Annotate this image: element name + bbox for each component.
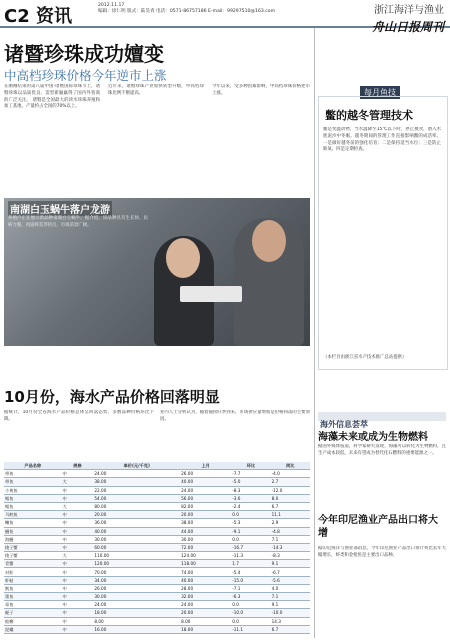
table-cell: 1.7 — [231, 560, 270, 568]
table-cell: 中 — [62, 470, 94, 478]
table-cell: -8.3 — [231, 486, 270, 494]
table-cell: -10.0 — [231, 609, 270, 617]
table-cell: 8.00 — [93, 617, 180, 625]
table-cell: -16.7 — [231, 543, 270, 551]
table-cell: 4.0 — [271, 584, 310, 592]
section-name: 资讯 — [36, 6, 73, 27]
table-row — [4, 568, 310, 576]
paper-brand — [372, 1, 444, 35]
table-cell: 中 — [62, 568, 94, 576]
table-cell: 马鲛鱼 — [4, 511, 62, 519]
column-header: 上月 — [180, 462, 231, 470]
table-row — [4, 609, 310, 617]
table-cell: 120.00 — [93, 560, 180, 568]
table-cell: 110.00 — [93, 552, 180, 560]
table-cell: 74.00 — [180, 568, 231, 576]
table-cell: -5.0 — [231, 478, 270, 486]
table-cell: -5.4 — [231, 568, 270, 576]
column-header: 单价(元/千克) — [93, 462, 180, 470]
news1-headline: 海藻未来或成为生物燃料 — [318, 432, 428, 443]
table-cell: -8.3 — [271, 552, 310, 560]
table-cell: 30.00 — [93, 535, 180, 543]
table-cell: 鳗鱼 — [4, 527, 62, 535]
table-cell: -5.3 — [231, 519, 270, 527]
table-cell: 中 — [62, 543, 94, 551]
table-cell: 7.1 — [271, 535, 310, 543]
story2-body-col-1: 据统计，10月份全省海水产品价格总体呈回落态势，多数品种价格环比下降。 — [4, 410, 154, 422]
table-cell: -9.1 — [231, 527, 270, 535]
table-cell: -6.3 — [231, 593, 270, 601]
table-cell: 2.9 — [271, 519, 310, 527]
lead-subheadline: 中高档珍珠价格今年逆市上涨 — [4, 68, 167, 83]
table-cell: 40.00 — [180, 478, 231, 486]
table-row — [4, 502, 310, 510]
hotline: 电话：0571-86757186 — [156, 9, 207, 14]
table-row — [4, 470, 310, 478]
table-row — [4, 560, 310, 568]
region-label: 浙江海洋与渔业 — [374, 5, 444, 16]
table-cell: 30.00 — [180, 535, 231, 543]
table-row — [4, 494, 310, 502]
table-cell: -15.0 — [231, 576, 270, 584]
technique-footer: （本栏目由浙江省水产技术推广总站提供） — [323, 355, 407, 360]
table-cell: 中 — [62, 609, 94, 617]
table-cell: 7.1 — [271, 593, 310, 601]
table-cell: 14.3 — [271, 617, 310, 625]
table-row — [4, 478, 310, 486]
table-cell: 大 — [62, 552, 94, 560]
table-cell: 青蟹 — [4, 560, 62, 568]
table-cell: 6.7 — [271, 625, 310, 633]
table-cell: 0.0 — [231, 535, 270, 543]
table-cell: 泥螺 — [4, 625, 62, 633]
table-cell: 大 — [62, 502, 94, 510]
header-meta — [98, 3, 275, 15]
table-row — [4, 552, 310, 560]
paper-name: 舟山日报周刊 — [371, 20, 444, 34]
table-row — [4, 593, 310, 601]
table-cell: 中 — [62, 593, 94, 601]
table-cell: 鲳鱼 — [4, 502, 62, 510]
section-title — [4, 2, 72, 28]
technique-box — [318, 96, 448, 370]
table-cell: 30.00 — [93, 593, 180, 601]
table-cell: 36.00 — [93, 519, 180, 527]
lead-headline: 诸暨珍珠成功嬗变 — [4, 42, 164, 66]
table-cell: 中 — [62, 511, 94, 519]
table-cell: 虾蛄 — [4, 576, 62, 584]
lead-body-col-1: 在刚刚结束的第八届中国·诸暨国际珍珠节上，诸暨珍珠以品质优良、造型新颖赢得了国内外客商的广泛关注。 诸暨是全国最大的淡水珍珠养殖和加工基地，产量约占全国的70%以上。 — [4, 84, 100, 110]
column-divider — [314, 28, 315, 638]
table-cell: 32.00 — [180, 593, 231, 601]
table-cell: 11.1 — [271, 511, 310, 519]
table-cell: 中 — [62, 576, 94, 584]
table-row — [4, 486, 310, 494]
table-row — [4, 527, 310, 535]
news1-body: 据国外媒体报道，科学家研究发现，海藻可以转化为生物燃料，且生产成本较低，未来有望成为替代化石燃料的重要能源之一。 — [318, 444, 446, 456]
story2-body-col-2: 业内人士分析认为，随着捕捞旺季到来，市场供应量增加是价格回落的主要原因。 — [160, 410, 310, 422]
table-row — [4, 625, 310, 633]
table-cell: -3.6 — [231, 494, 270, 502]
table-header-row — [4, 462, 310, 470]
table-row — [4, 576, 310, 584]
table-cell: 8.0 — [271, 494, 310, 502]
lead-body-col-2: 近年来，诸暨珍珠产业加快转型升级，中高档珍珠比例不断提高。 — [108, 84, 204, 96]
technique-headline: 鳖的越冬管理技术 — [325, 109, 413, 122]
table-cell: -11.3 — [231, 552, 270, 560]
table-cell: 8.00 — [180, 617, 231, 625]
table-cell: 鱿鱼 — [4, 584, 62, 592]
table-cell: 鳓鱼 — [4, 519, 62, 527]
news2-body: 据印尼海洋与渔业部消息，今年印尼渔业产品出口预计将比去年大幅增长，虾类和金枪鱼是主要出口品种。 — [318, 546, 446, 558]
table-cell: 海鳗 — [4, 535, 62, 543]
news-section-bar: 海外信息荟萃 — [318, 412, 446, 421]
table-cell: 中 — [62, 494, 94, 502]
table-cell: 24.00 — [93, 470, 180, 478]
table-cell: 118.00 — [180, 560, 231, 568]
table-cell: 28.00 — [180, 584, 231, 592]
table-cell: -5.6 — [271, 576, 310, 584]
table-cell: -7.7 — [231, 470, 270, 478]
table-cell: 26.00 — [180, 470, 231, 478]
table-cell: 40.00 — [93, 527, 180, 535]
table-cell: 44.00 — [180, 527, 231, 535]
table-row — [4, 601, 310, 609]
table-cell: 20.00 — [180, 609, 231, 617]
table-cell: 9.1 — [271, 601, 310, 609]
story2-headline: 10月份，海水产品价格回落明显 — [4, 388, 220, 406]
table-cell: 56.00 — [180, 494, 231, 502]
table-cell: 中 — [62, 535, 94, 543]
table-row — [4, 584, 310, 592]
table-cell: 26.00 — [93, 584, 180, 592]
column-header: 环比 — [231, 462, 270, 470]
table-cell: 24.00 — [180, 486, 231, 494]
table-cell: 墨鱼 — [4, 593, 62, 601]
table-cell: 82.00 — [180, 502, 231, 510]
table-cell: 20.00 — [93, 511, 180, 519]
table-cell: -10.0 — [271, 609, 310, 617]
table-row — [4, 543, 310, 551]
table-row — [4, 519, 310, 527]
table-cell: -6.7 — [271, 568, 310, 576]
table-row — [4, 617, 310, 625]
table-cell: 带鱼 — [4, 470, 62, 478]
table-cell: 9.1 — [271, 560, 310, 568]
table-cell: 0.0 — [231, 617, 270, 625]
table-cell: 16.00 — [93, 625, 180, 633]
column-header: 产品名称 — [4, 462, 62, 470]
technique-body: 鳖是变温动物，当水温降至15℃以下时，停止摄食，潜入水底泥沙中冬眠。越冬期间的管理工作直接影响鳖的成活率。一是做好越冬前的强化培育；二是保持适当水位；三是防止缺氧；四是定期检查。 — [323, 127, 441, 153]
table-cell: 带鱼 — [4, 478, 62, 486]
table-cell: 中 — [62, 584, 94, 592]
table-cell: 蛏子 — [4, 609, 62, 617]
table-cell: 小黄鱼 — [4, 486, 62, 494]
table-cell: -2.4 — [231, 502, 270, 510]
table-cell: 80.00 — [93, 502, 180, 510]
table-cell: 60.00 — [93, 543, 180, 551]
table-row — [4, 511, 310, 519]
table-cell: -4.8 — [271, 527, 310, 535]
table-cell: 中 — [62, 519, 94, 527]
table-cell: 24.00 — [93, 601, 180, 609]
table-cell: -12.0 — [271, 486, 310, 494]
table-row — [4, 535, 310, 543]
table-cell: 章鱼 — [4, 601, 62, 609]
table-cell: 0.0 — [231, 601, 270, 609]
table-cell: -11.1 — [231, 625, 270, 633]
table-cell: 18.00 — [180, 625, 231, 633]
photo-story: 养殖户正在展示新品种南湖白玉蜗牛。据介绍，该品种具有生长快、抗病力强、肉质鲜美等特点，市场前景广阔。 — [8, 216, 148, 228]
lead-body-col-3: 今年以来，受多种因素影响，中高档珍珠价格逆市上涨。 — [212, 84, 310, 96]
table-cell: 38.00 — [180, 519, 231, 527]
price-table — [4, 462, 310, 634]
photo-caption: 南湖白玉蜗牛落户龙游 — [8, 201, 112, 216]
editors-line: 编辑：徐仁明 版式：陆昊青 — [98, 9, 155, 14]
table-cell: -4.0 — [271, 470, 310, 478]
table-cell: 38.00 — [93, 478, 180, 486]
table-cell: 40.00 — [180, 576, 231, 584]
table-cell: 70.00 — [93, 568, 180, 576]
news-photo — [4, 198, 310, 346]
table-cell: 18.00 — [93, 609, 180, 617]
table-cell: 6.7 — [271, 502, 310, 510]
table-cell: 124.00 — [180, 552, 231, 560]
table-cell: 中 — [62, 527, 94, 535]
column-tag: 每月鱼技 — [360, 86, 400, 99]
table-cell: 对虾 — [4, 568, 62, 576]
table-cell: 大 — [62, 478, 94, 486]
table-cell: 中 — [62, 560, 94, 568]
table-cell: 72.00 — [180, 543, 231, 551]
table-cell: -14.3 — [271, 543, 310, 551]
table-cell: 中 — [62, 617, 94, 625]
table-cell: -7.1 — [231, 584, 270, 592]
table-cell: 2.7 — [271, 478, 310, 486]
page-header — [0, 0, 450, 34]
table-cell: 24.00 — [180, 601, 231, 609]
table-cell: 鲳鱼 — [4, 494, 62, 502]
table-cell: 0.0 — [231, 511, 270, 519]
table-cell: 中 — [62, 601, 94, 609]
email: E-mail：99297510@163.com — [208, 9, 276, 14]
table-cell: 34.00 — [93, 576, 180, 584]
table-cell: 22.00 — [93, 486, 180, 494]
column-header: 规格 — [62, 462, 94, 470]
issue-date: 2012.11.17 — [98, 3, 125, 8]
table-cell: 梭子蟹 — [4, 552, 62, 560]
table-cell: 蛤蜊 — [4, 617, 62, 625]
table-cell: 54.00 — [93, 494, 180, 502]
table-cell: 中 — [62, 486, 94, 494]
news2-headline: 今年印尼渔业产品出口将大增 — [318, 515, 438, 539]
section-code: C2 — [4, 6, 30, 27]
table-cell: 中 — [62, 625, 94, 633]
table-cell: 20.00 — [180, 511, 231, 519]
table-cell: 梭子蟹 — [4, 543, 62, 551]
column-header: 同比 — [271, 462, 310, 470]
